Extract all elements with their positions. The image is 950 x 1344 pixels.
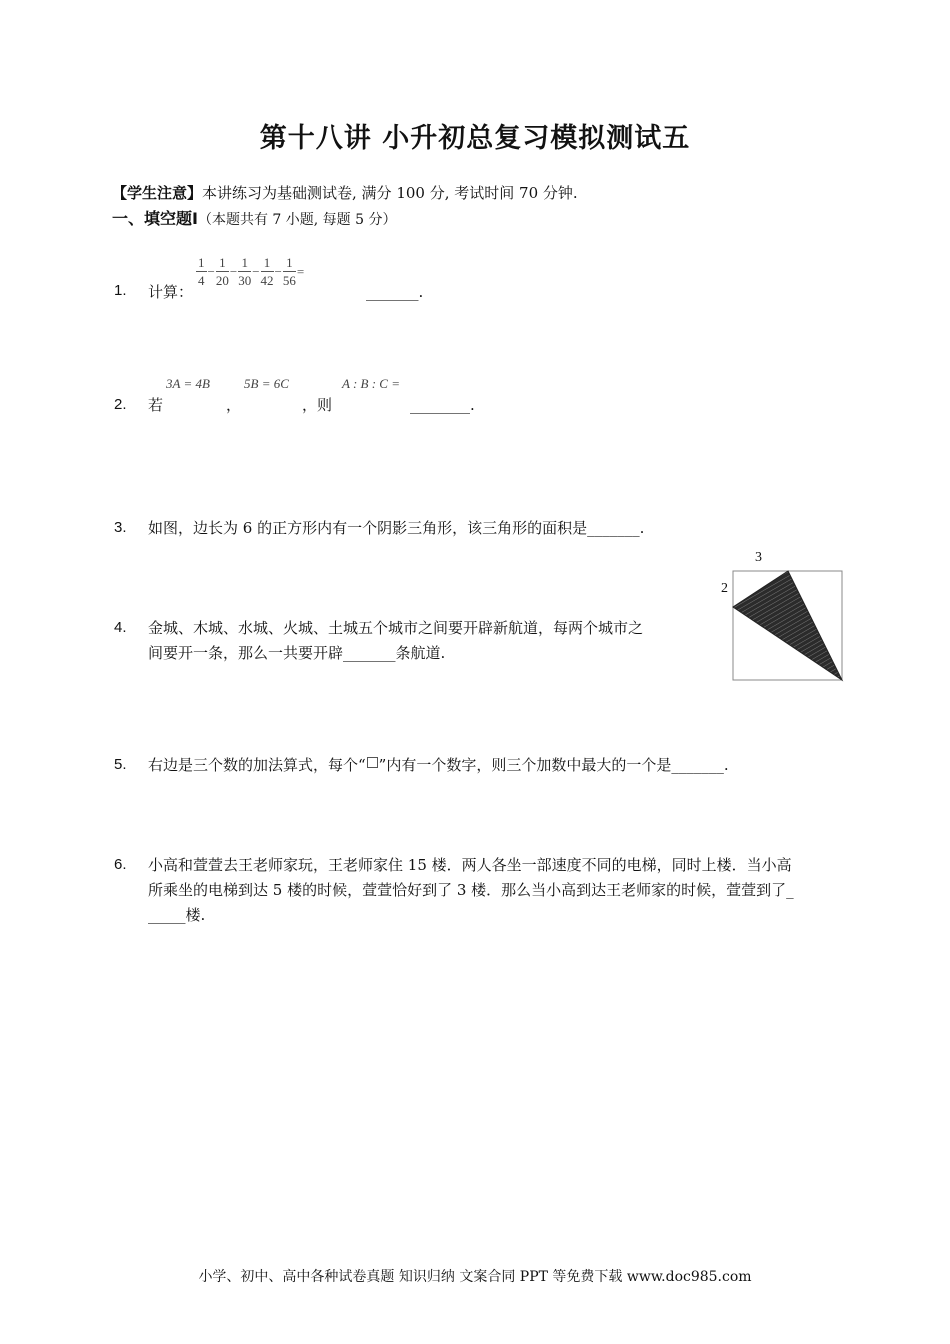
section-title: 一、填空题Ⅰ <box>112 209 198 228</box>
q4-number: 4. <box>114 619 127 636</box>
q2-number: 2. <box>114 396 127 413</box>
q6-line-1: 小高和萱萱去王老师家玩，王老师家住 15 楼．两人各坐一部速度不同的电梯，同时上楼．当小高 <box>148 856 792 874</box>
shaded-triangle <box>733 571 842 680</box>
notice-label: 【学生注意】 <box>112 184 203 202</box>
page-footer: 小学、初中、高中各种试卷真题 知识归纳 文案合同 PPT 等免费下载 www.doc985.com <box>198 1269 752 1285</box>
q2-expr-2: 5B = 6C <box>244 376 289 391</box>
q2-answer-blank[interactable]: ________. <box>410 396 475 414</box>
figure-left-label: 2 <box>721 581 728 596</box>
minus-sign: − <box>229 263 238 279</box>
q2-ruo: 若 <box>148 396 164 414</box>
q2-expr-3: A : B : C = <box>342 376 400 391</box>
q6-line-2: 所乘坐的电梯到达 5 楼的时候，萱萱恰好到了 3 楼．那么当小高到达王老师家的时候，萱萱到了_ <box>148 881 794 899</box>
q4-line-1: 金城、木城、水城、火城、土城五个城市之间要开辟新航道，每两个城市之 <box>148 619 644 637</box>
square-triangle-figure <box>730 568 846 684</box>
q6-line-3: _____楼. <box>148 906 206 924</box>
minus-sign: − <box>207 263 215 279</box>
q3-text: 如图，边长为 6 的正方形内有一个阴影三角形，该三角形的面积是_______. <box>148 519 645 537</box>
minus-sign: − <box>252 263 260 279</box>
equals-sign: = <box>296 263 305 279</box>
q4-line-2: 间要开一条，那么一共要开辟_______条航道. <box>148 644 446 662</box>
student-notice <box>112 182 578 203</box>
minus-sign: − <box>274 263 282 279</box>
q3-number: 3. <box>114 519 127 536</box>
q2-comma-2: ，则 <box>302 396 333 414</box>
figure-top-label: 3 <box>755 550 762 565</box>
q1-expression <box>196 254 305 289</box>
q1-fraction: $\frac{1}{30}$ <box>238 255 252 288</box>
q1-number: 1. <box>114 282 127 299</box>
page-title: 第十八讲 小升初总复习模拟测试五 <box>259 123 691 154</box>
q5-text <box>148 753 729 778</box>
q1-fraction: $\frac{1}{42}$ <box>260 255 274 288</box>
q1-prefix: 计算： <box>148 283 194 301</box>
section-note: （本题共有 7 小题, 每题 5 分） <box>197 212 397 228</box>
notice-text: 本讲练习为基础测试卷, 满分 100 分, 考试时间 70 分钟. <box>202 184 578 202</box>
q2-comma-1: ， <box>226 396 242 414</box>
q6-number: 6. <box>114 856 127 873</box>
q2-expr-1: 3A = 4B <box>166 376 210 391</box>
q5-text-after: ”内有一个数字，则三个加数中最大的一个是_______. <box>378 756 729 774</box>
q1-fraction: $\frac{1}{56}$ <box>282 255 296 288</box>
empty-box-icon <box>367 757 378 768</box>
q1-fraction: $\frac{1}{4}$ <box>198 255 205 288</box>
q1-answer-blank[interactable]: _______. <box>366 283 424 301</box>
q1-fraction: $\frac{1}{20}$ <box>215 255 229 288</box>
q5-text-before: 右边是三个数的加法算式，每个“ <box>148 756 366 774</box>
q5-number: 5. <box>114 756 127 773</box>
section-heading <box>112 206 396 229</box>
